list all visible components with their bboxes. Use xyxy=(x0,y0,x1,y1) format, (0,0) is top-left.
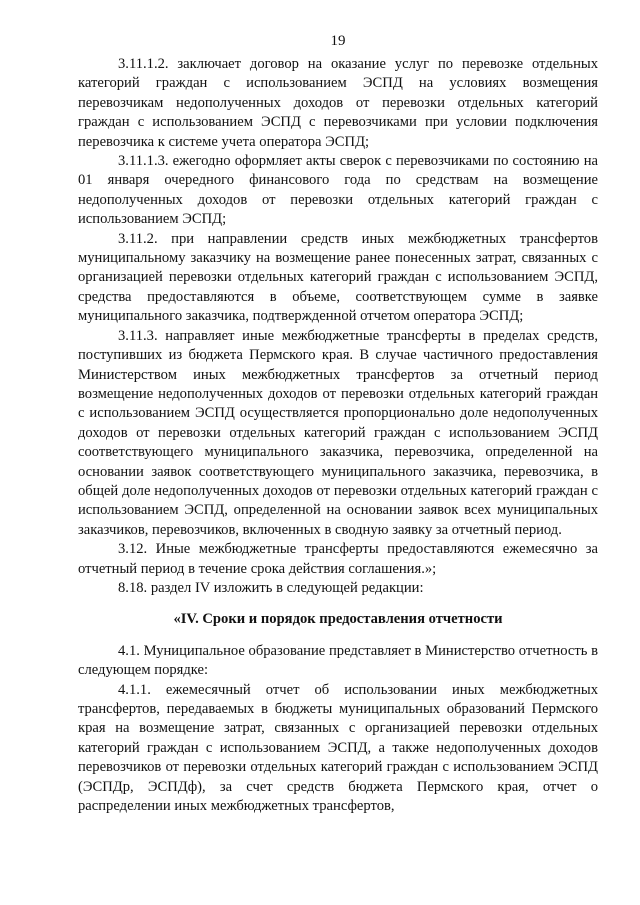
paragraph-4-1-1: 4.1.1. ежемесячный отчет об использовании иных межбюджетных трансфертов, передаваемых в бюджеты муниципальных образований Пермского края на возмещение затрат, связанных с организацией перевозки отдельных категорий граждан с использованием ЭСПД, а также недополученных доходов перевозчиков от перевозки отдельных категорий граждан с использованием ЭСПД (ЭСПДр, ЭСПДф), за счет средств бюджета Пермского края, отчет о распределении иных межбюджетных трансфертов, xyxy=(78,681,598,815)
paragraph-3-12: 3.12. Иные межбюджетные трансферты предоставляются ежемесячно за отчетный период в течение срока действия соглашения.»; xyxy=(78,541,598,577)
document-page xyxy=(78,32,598,816)
section-heading: «IV. Сроки и порядок предоставления отчетности xyxy=(173,611,503,628)
paragraph-3-11-1-3: 3.11.1.3. ежегодно оформляет акты сверок с перевозчиками по состоянию на 01 января очередного финансового года по средствам на возмещение недополученных доходов от перевозки отдельных категорий граждан с использованием ЭСПД; xyxy=(78,153,598,228)
paragraph-3-11-3: 3.11.3. направляет иные межбюджетные трансферты в пределах средств, поступивших из бюджета Пермского края. В случае частичного предоставления Министерством иных межбюджетных трансфертов за отчетный период возмещение недополученных доходов от перевозки отдельных категорий граждан с использованием ЭСПД осуществляется пропорционально доле недополученных доходов от перевозки отдельных категорий граждан с использованием ЭСПД соответствующего муниципального заказчика, перевозчика, определенной на основании заявок соответствующего муниципального заказчика, перевозчика, в общей доле недополученных доходов от перевозки отдельных категорий граждан с использованием ЭСПД, определенной на основании заявок всех муниципальных заказчиков, перевозчиков, включенных в сводную заявку за отчетный период. xyxy=(78,327,598,538)
paragraph-4-1: 4.1. Муниципальное образование представляет в Министерство отчетность в следующем порядке: xyxy=(78,642,598,679)
page-number: 19 xyxy=(330,33,346,49)
paragraph-3-11-1-2: 3.11.1.2. заключает договор на оказание услуг по перевозке отдельных категорий граждан с использованием ЭСПД на условиях возмещения перевозчикам недополученных доходов от перевозки отдельных категорий граждан с использованием ЭСПД с перевозчиками при условии подключения перевозчика к системе учета оператора ЭСПД; xyxy=(78,56,598,150)
paragraph-8-18: 8.18. раздел IV изложить в следующей редакции: xyxy=(118,579,424,596)
paragraph-3-11-2: 3.11.2. при направлении средств иных межбюджетных трансфертов муниципальному заказчику на возмещение ранее понесенных затрат, связанных с организацией перевозки отдельных категорий граждан с использованием ЭСПД, средства предоставляются в объеме, соответствующем сумме в заявке муниципального заказчика, подтвержденной отчетом оператора ЭСПД; xyxy=(78,230,598,325)
